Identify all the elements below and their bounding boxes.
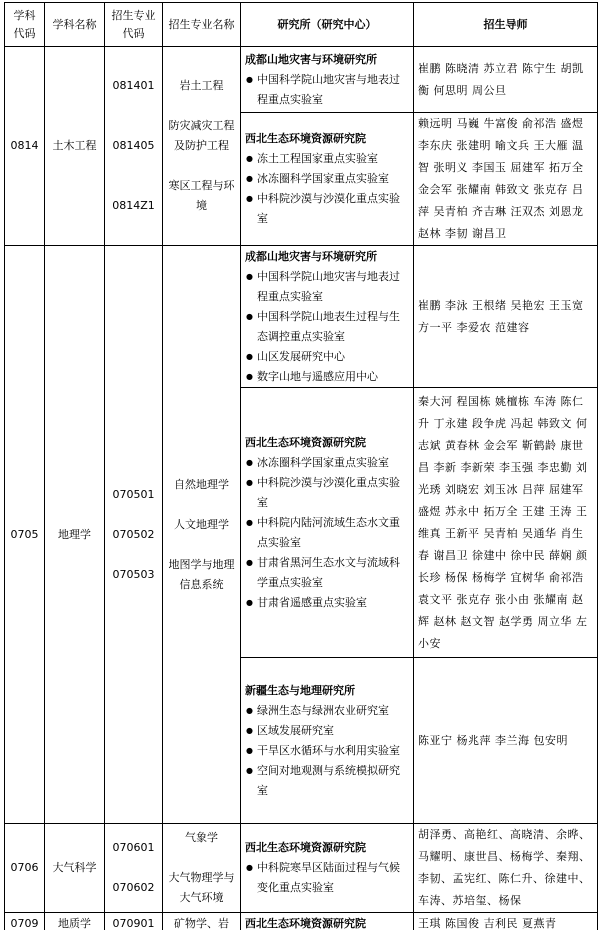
header-discipline-name: 学科名称 — [45, 3, 105, 47]
major-name: 寒区工程与环境 — [168, 179, 235, 212]
discipline-name: 地质学 — [45, 913, 105, 930]
discipline-name: 土木工程 — [45, 47, 105, 246]
lab-item: ● 中科院内陆河流域生态水文重点实验室 — [257, 513, 409, 553]
major-name: 大气物理学与大气环境 — [168, 871, 235, 904]
header-institute: 研究所（研究中心） — [241, 3, 414, 47]
header-tutors: 招生导师 — [414, 3, 598, 47]
institute-cell — [241, 824, 414, 913]
discipline-code: 0706 — [5, 824, 45, 913]
tutors-cell: 崔鹏 陈晓清 苏立君 陈宁生 胡凯衡 何思明 周公旦 — [414, 47, 598, 113]
lab-item: ● 冰冻圈科学国家重点实验室 — [257, 169, 409, 189]
lab-item: ● 绿洲生态与绿洲农业研究室 — [257, 701, 409, 721]
major-name: 自然地理学 — [174, 477, 229, 491]
major-code: 0814Z1 — [112, 199, 155, 212]
lab-item: ● 干旱区水循环与水利用实验室 — [257, 741, 409, 761]
admissions-table — [4, 2, 598, 930]
major-name: 防灾减灾工程及防护工程 — [168, 119, 235, 152]
major-codes — [105, 246, 163, 824]
tutors-cell: 胡泽勇、高艳红、高晓清、余晔、马耀明、康世昌、杨梅学、秦翔、李韧、孟宪红、陈仁升、徐建中、车涛、苏培玺、杨保 — [414, 824, 598, 913]
institute-cell — [241, 246, 414, 388]
lab-item: ● 中国科学院山地灾害与地表过程重点实验室 — [257, 267, 409, 307]
lab-item: ● 数字山地与遥感应用中心 — [257, 367, 409, 387]
header-discipline-code: 学科代码 — [5, 3, 45, 47]
tutors-cell: 王琪 陈国俊 吉利民 夏燕青 — [414, 913, 598, 930]
lab-item: ● 空间对地观测与系统模拟研究室 — [257, 761, 409, 801]
lab-item: ● 中科院沙漠与沙漠化重点实验室 — [257, 189, 409, 229]
major-code: 070502 — [112, 527, 155, 541]
table-row — [5, 824, 598, 913]
major-name: 岩土工程 — [179, 79, 224, 92]
major-code: 081405 — [112, 139, 155, 152]
institute-name: 西北生态环境资源研究院 — [245, 917, 366, 930]
major-name: 矿物学、岩 — [163, 913, 241, 930]
major-names — [163, 246, 241, 824]
lab-item: ● 中科院沙漠与沙漠化重点实验室 — [257, 473, 409, 513]
major-name: 地图学与地理信息系统 — [168, 557, 235, 591]
institute-cell — [241, 113, 414, 246]
table-row — [5, 246, 598, 388]
institute-cell — [241, 388, 414, 658]
lab-item: ● 冰冻圈科学国家重点实验室 — [257, 453, 409, 473]
lab-item: ● 中国科学院山地表生过程与生态调控重点实验室 — [257, 307, 409, 347]
major-code: 081401 — [112, 79, 155, 92]
discipline-code: 0705 — [5, 246, 45, 824]
discipline-code: 0709 — [5, 913, 45, 930]
institute-name: 成都山地灾害与环境研究所 — [245, 52, 377, 66]
header-major-name: 招生专业名称 — [163, 3, 241, 47]
discipline-name: 地理学 — [45, 246, 105, 824]
institute-name: 西北生态环境资源研究院 — [245, 132, 366, 145]
major-code: 070602 — [112, 881, 155, 894]
major-names — [163, 824, 241, 913]
table-row — [5, 47, 598, 113]
tutors-cell: 赖远明 马巍 牛富俊 俞祁浩 盛煜 李东庆 张建明 喻文兵 王大雁 温智 张明义 李国玉 屈建军 拓万全 金会军 张耀南 韩致文 张克存 吕萍 吴青柏 齐吉琳 汪双杰 刘恩龙 赵林 李韧 谢昌卫 — [414, 113, 598, 246]
institute-name: 西北生态环境资源研究院 — [245, 435, 366, 449]
tutors-cell: 陈亚宁 杨兆萍 李兰海 包安明 — [414, 658, 598, 824]
header-major-code: 招生专业代码 — [105, 3, 163, 47]
major-codes — [105, 47, 163, 246]
major-name: 气象学 — [185, 831, 218, 844]
lab-item: ● 中国科学院山地灾害与地表过程重点实验室 — [257, 70, 409, 110]
discipline-code: 0814 — [5, 47, 45, 246]
institute-cell — [241, 658, 414, 824]
institute-name: 西北生态环境资源研究院 — [245, 841, 366, 854]
lab-item: ● 甘肃省黑河生态水文与流域科学重点实验室 — [257, 553, 409, 593]
institute-cell — [241, 913, 414, 930]
institute-name: 新疆生态与地理研究所 — [245, 683, 355, 697]
major-code: 070901 — [105, 913, 163, 930]
major-code: 070501 — [112, 487, 155, 501]
table-row — [5, 913, 598, 930]
major-name: 人文地理学 — [174, 517, 229, 531]
major-codes — [105, 824, 163, 913]
institute-name: 成都山地灾害与环境研究所 — [245, 249, 377, 263]
lab-item: ● 山区发展研究中心 — [257, 347, 409, 367]
major-names — [163, 47, 241, 246]
discipline-name: 大气科学 — [45, 824, 105, 913]
tutors-cell: 秦大河 程国栋 姚檀栋 车涛 陈仁升 丁永建 段争虎 冯起 韩致文 何志斌 黄春林 金会军 靳鹤龄 康世昌 李新 李新荣 李玉强 李忠勤 刘光琇 刘晓宏 刘玉冰 吕萍 屈建军 盛煜 苏永中 拓万全 王建 王涛 王维真 王新平 吴青柏 吴通华 肖生春 谢昌卫 徐建中 徐中民 薛娴 颜长珍 杨保 杨梅学 宜树华 俞祁浩 袁文平 张克存 张小由 张耀南 赵辉 赵林 赵文智 赵学勇 周立华 左小安 — [414, 388, 598, 658]
lab-item: ● 区域发展研究室 — [257, 721, 409, 741]
lab-item: ● 冻土工程国家重点实验室 — [257, 149, 409, 169]
header-row — [5, 3, 598, 47]
major-code: 070503 — [112, 567, 155, 581]
institute-cell — [241, 47, 414, 113]
lab-item: ● 甘肃省遥感重点实验室 — [257, 593, 409, 613]
major-code: 070601 — [112, 841, 155, 854]
lab-item: ● 中科院寒旱区陆面过程与气候变化重点实验室 — [257, 858, 409, 898]
tutors-cell: 崔鹏 李泳 王根绪 吴艳宏 王玉宽 方一平 李爱农 范建容 — [414, 246, 598, 388]
